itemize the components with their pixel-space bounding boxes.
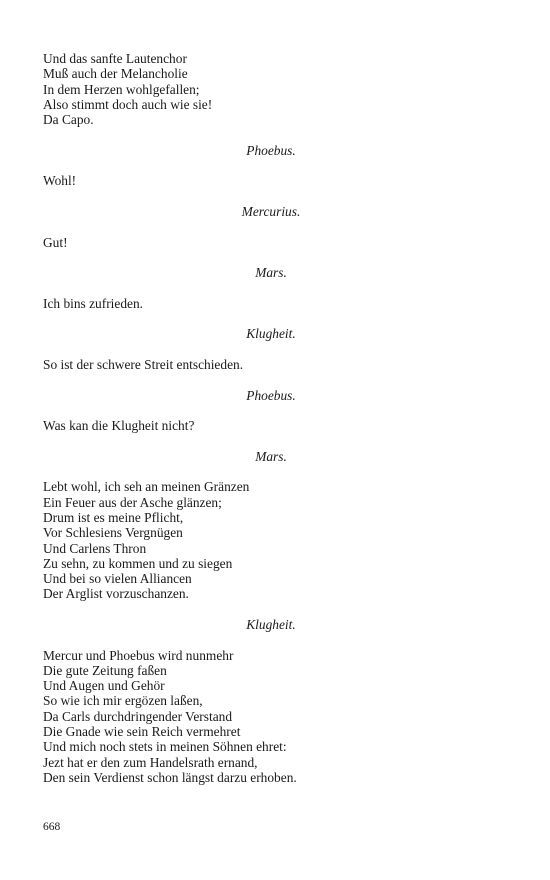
speaker-heading: Klugheit.: [246, 326, 296, 342]
verse-line: Und Carlens Thron: [43, 540, 147, 556]
speaker-heading: Phoebus.: [246, 387, 296, 403]
verse-line: Zu sehn, zu kommen und zu siegen: [43, 555, 233, 571]
spacer: [43, 602, 473, 617]
spacer: [43, 127, 473, 142]
spacer: [43, 311, 473, 326]
verse-line: Muß auch der Melancholie: [43, 66, 188, 82]
verse-line: Wohl!: [43, 173, 77, 189]
verse-line: Den sein Verdienst schon längst darzu erhoben.: [43, 769, 297, 785]
verse-line: Da Carls durchdringender Verstand: [43, 708, 233, 724]
verse-line: Jezt hat er den zum Handelsrath ernand,: [43, 754, 258, 770]
spacer: [43, 250, 473, 265]
stanza-opening: [43, 51, 473, 127]
verse-line: Mercur und Phoebus wird nunmehr: [43, 647, 234, 663]
spacer: [43, 280, 473, 295]
spacer: [43, 632, 473, 647]
spacer: [43, 219, 473, 234]
verse-line: Der Arglist vorzuschanzen.: [43, 586, 189, 602]
verse-line: Und mich noch stets in meinen Söhnen ehret:: [43, 739, 287, 755]
verse-line: Lebt wohl, ich seh an meinen Gränzen: [43, 479, 250, 495]
speaker-heading: Mercurius.: [241, 203, 301, 219]
verse-line: Vor Schlesiens Vergnügen: [43, 525, 183, 541]
speaker-heading: Phoebus.: [246, 142, 296, 158]
verse-line: Die gute Zeitung faßen: [43, 662, 167, 678]
spacer: [43, 372, 473, 387]
verse-line: Da Capo.: [43, 112, 94, 128]
page-text: [43, 51, 473, 785]
verse-line: Was kan die Klugheit nicht?: [43, 418, 195, 434]
spacer: [43, 158, 473, 173]
verse-line: In dem Herzen wohlgefallen;: [43, 81, 200, 97]
speaker-heading: Klugheit.: [246, 616, 296, 632]
verse-line: Die Gnade wie sein Reich vermehret: [43, 724, 241, 740]
verse-line: Ein Feuer aus der Asche glänzen;: [43, 494, 222, 510]
spacer: [43, 189, 473, 204]
spacer: [43, 464, 473, 479]
verse-line: Und das sanfte Lautenchor: [43, 51, 187, 66]
verse-line: Also stimmt doch auch wie sie!: [43, 96, 213, 112]
verse-line: Ich bins zufrieden.: [43, 295, 144, 311]
stanza-mars: [43, 479, 473, 601]
stanza-klugheit: [43, 648, 473, 786]
verse-line: Und Augen und Gehör: [43, 678, 165, 694]
verse-line: So wie ich mir ergözen laßen,: [43, 693, 203, 709]
verse-line: So ist der schwere Streit entschieden.: [43, 356, 244, 372]
verse-line: Und bei so vielen Alliancen: [43, 571, 192, 587]
spacer: [43, 342, 473, 357]
verse-line: Drum ist es meine Pflicht,: [43, 509, 184, 525]
speaker-heading: Mars.: [255, 265, 287, 281]
verse-line: Gut!: [43, 234, 68, 250]
spacer: [43, 433, 473, 448]
spacer: [43, 403, 473, 418]
speaker-heading: Mars.: [255, 448, 287, 464]
page-number: 668: [43, 821, 61, 833]
